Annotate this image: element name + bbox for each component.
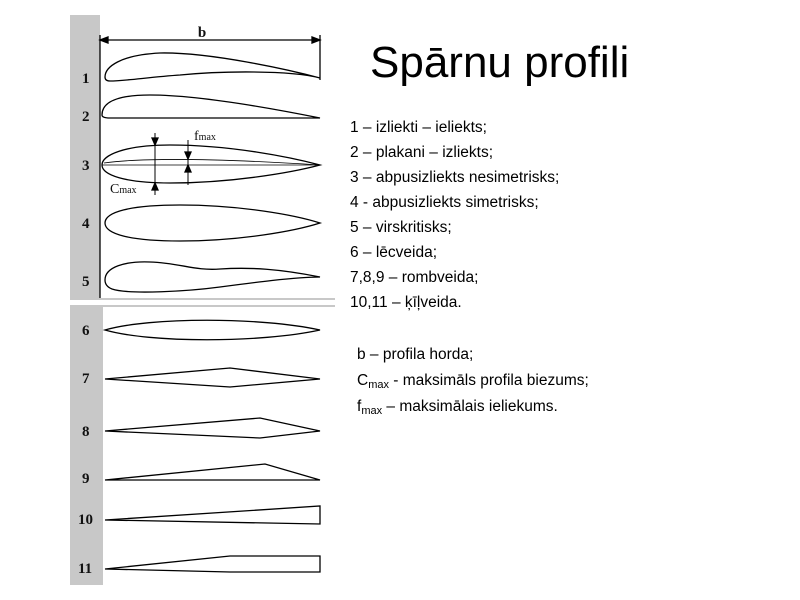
profile-number-1: 1 (82, 71, 90, 87)
cmax-label-main: C (110, 182, 120, 197)
legend-item: 4 - abpusizliekts simetrisks; (350, 194, 539, 211)
profiles-svg (70, 15, 335, 585)
definition-fmax-text: – maksimālais ieliekums. (382, 398, 558, 415)
slide-title: Spārnu profili (370, 38, 630, 87)
profile-number-10: 10 (78, 512, 93, 528)
definition-chord-text: b – profila horda; (357, 346, 474, 363)
definition-cmax-symbol: C (357, 372, 369, 389)
cmax-label-sub: max (119, 185, 137, 196)
profile-number-2: 2 (82, 109, 90, 125)
profile-number-9: 9 (82, 471, 90, 487)
definition-fmax-symbol: f (357, 398, 362, 415)
airfoil-profiles-figure (70, 15, 335, 585)
cmax-label (110, 182, 137, 197)
legend-item: 2 – plakani – izliekts; (350, 144, 494, 161)
legend-item: 3 – abpusizliekts nesimetrisks; (350, 169, 560, 186)
definitions-legend (357, 342, 589, 420)
fmax-label-sub: max (198, 132, 216, 143)
definition-chord (357, 342, 589, 368)
profile-number-4: 4 (82, 216, 90, 232)
profile-number-6: 6 (82, 323, 90, 339)
legend-item: 10,11 – ķīļveida. (350, 294, 462, 311)
panel-bottom-inner (103, 307, 335, 585)
profile-number-8: 8 (82, 424, 90, 440)
legend-item: 1 – izliekti – ieliekts; (350, 119, 487, 136)
legend-item: 7,8,9 – rombveida; (350, 269, 479, 286)
definition-fmax-sub: max (361, 405, 383, 417)
chord-label: b (197, 25, 207, 41)
definition-cmax-sub: max (368, 379, 389, 391)
profile-number-3: 3 (82, 158, 90, 174)
profile-number-11: 11 (78, 561, 93, 577)
legend-item: 6 – lēcveida; (350, 244, 438, 261)
profile-types-legend (350, 115, 559, 315)
legend-item: 5 – virskritisks; (350, 219, 452, 236)
definition-cmax-text: - maksimāls profila biezums; (388, 372, 589, 389)
fmax-label-main: f (194, 129, 199, 144)
profile-number-5: 5 (82, 274, 90, 290)
profile-number-7: 7 (82, 371, 90, 387)
definition-fmax (357, 394, 589, 420)
definition-cmax (357, 368, 589, 394)
fmax-label (194, 129, 216, 144)
